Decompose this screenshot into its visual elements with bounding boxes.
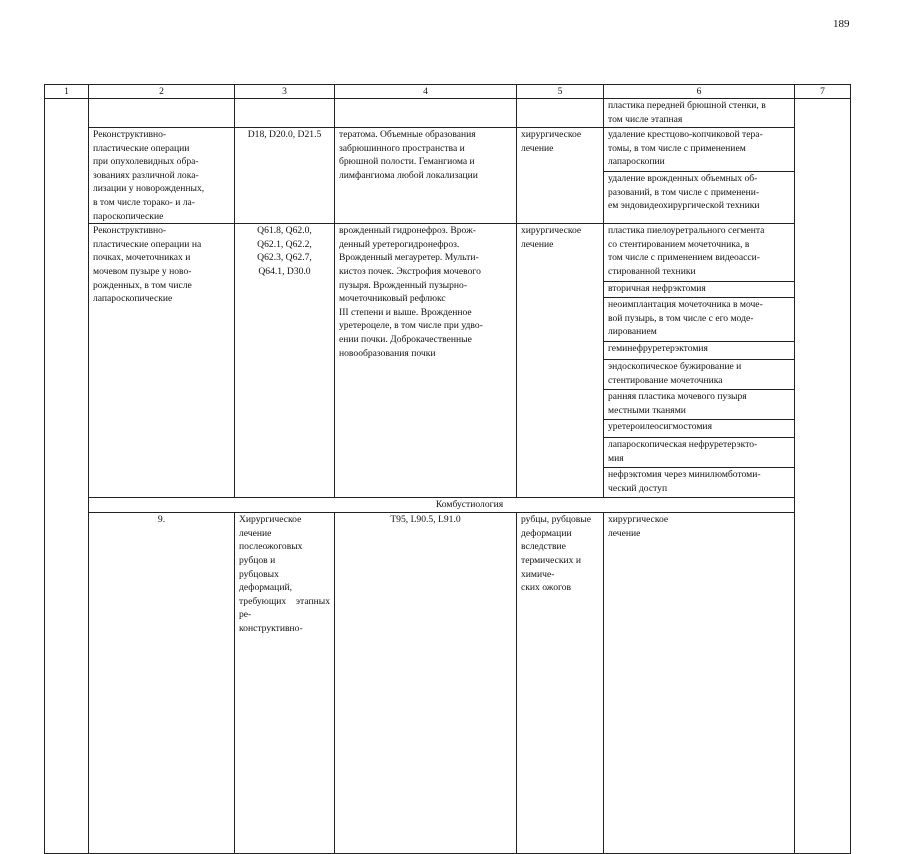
continuation-row [45, 99, 851, 128]
method-cell: эндоскопическое бужирование и стентирование мочеточника [604, 360, 795, 390]
diagnosis-cell: тератома. Объемные образования забрюшинного пространства и брюшной полости. Гемангиома и лимфангиома любой локализации [335, 128, 517, 224]
section-header-row [45, 498, 851, 513]
col-header-2: 2 [89, 85, 235, 99]
diagnosis-cell: рубцы, рубцовые деформации вследствие термических и химиче- ских ожогов [517, 513, 604, 854]
group-name-cell: Хирургическое лечение послеожоговых рубцов и рубцовых деформаций, требующих этапных ре- конструктивно- [235, 513, 335, 854]
empty-cell [89, 99, 235, 128]
col-header-3: 3 [235, 85, 335, 99]
col-header-7: 7 [795, 85, 851, 99]
method-cell: вторичная нефрэктомия [604, 282, 795, 298]
table-row [45, 224, 851, 282]
row-number-cell: 9. [89, 513, 235, 854]
codes-cell: Q61.8, Q62.0, Q62.1, Q62.2, Q62.3, Q62.7, Q64.1, D30.0 [235, 224, 335, 498]
diagnosis-cell: врожденный гидронефроз. Врож- денный уретерогидронефроз. Врожденный мегауретер. Мульти- кистоз почек. Экстрофия мочевого пузыря. Врожденный пузырно- мочеточниковый рефлюкс III степени и выше. Врожденное уретероцеле, в том числе при удво- ении почки. Доброкачественные новообразования почки [335, 224, 517, 498]
method-cell: неоимплантация мочеточника в моче- вой пузырь, в том числе с его моде- лированием [604, 298, 795, 342]
treatment-cell: хирургическое лечение [517, 128, 604, 224]
col-header-1: 1 [45, 85, 89, 99]
method-cell: нефрэктомия через минилюмботоми- ческий доступ [604, 468, 795, 498]
table-row [45, 128, 851, 172]
col-header-5: 5 [517, 85, 604, 99]
codes-cell: D18, D20.0, D21.5 [235, 128, 335, 224]
method-cell: уретероилеосигмостомия [604, 420, 795, 438]
number-cell [45, 99, 89, 854]
empty-cell [235, 99, 335, 128]
method-cell: ранняя пластика мочевого пузыря местными тканями [604, 390, 795, 420]
empty-cell [335, 99, 517, 128]
method-cell: геминефруретерэктомия [604, 342, 795, 360]
empty-cell [517, 99, 604, 128]
method-cell: пластика пиелоуретрального сегмента со стентированием мочеточника, в том числе с применением видеоасси- стированной техники [604, 224, 795, 282]
section-title: Комбустиология [89, 498, 851, 513]
group-name-cell: Реконструктивно- пластические операции при опухолевидных обра- зованиях различной лока- лизации у новорожденных, в том числе торако- и ла- пароскопические [89, 128, 235, 224]
col-header-6: 6 [604, 85, 795, 99]
group-name-cell: Реконструктивно- пластические операции на почках, мочеточниках и мочевом пузыре у ново- рожденных, в том числе лапароскопические [89, 224, 235, 498]
cost-cell [795, 99, 851, 854]
method-cell: лапароскопическая нефруретерэкто- мия [604, 438, 795, 468]
codes-cell: T95, L90.5, L91.0 [335, 513, 517, 854]
treatment-cell: хирургическое лечение [604, 513, 795, 854]
method-cell: пластика передней брюшной стенки, в том числе этапная [604, 99, 795, 128]
col-header-4: 4 [335, 85, 517, 99]
method-cell: удаление крестцово-копчиковой тера- томы, в том числе с применением лапароскопии [604, 128, 795, 172]
table-row [45, 513, 851, 854]
column-number-row [45, 85, 851, 99]
method-cell: удаление врожденных объемных об- разований, в том числе с применени- ем эндовидеохирургической техники [604, 172, 795, 224]
medical-care-table [44, 84, 851, 854]
treatment-cell: хирургическое лечение [517, 224, 604, 498]
page-number: 189 [833, 18, 850, 30]
